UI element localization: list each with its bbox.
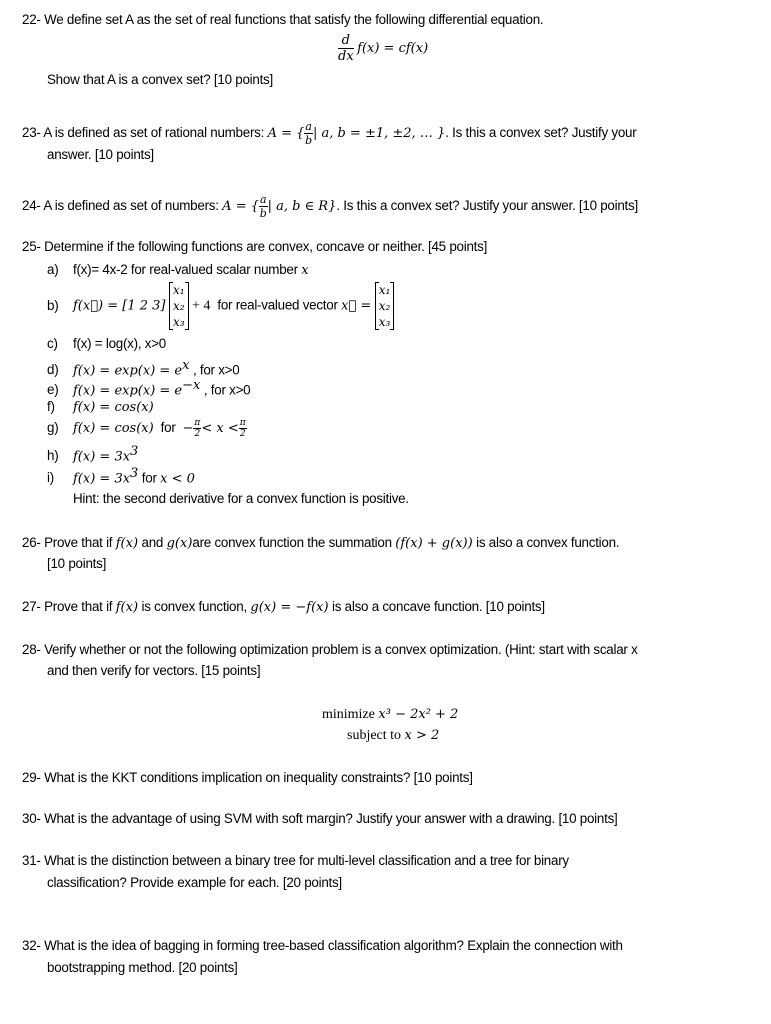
q25-item-f — [47, 399, 154, 416]
q27-text: 27- Prove that if — [22, 599, 116, 614]
item-text: , for x>0 — [200, 382, 251, 398]
item-label: i) — [47, 470, 54, 486]
q23-cond: | a, b = ±1, ±2, … } — [312, 126, 446, 142]
objective-expr: x³ − 2x² + 2 — [378, 707, 459, 722]
q22-line2: Show that A is a convex set? [10 points] — [47, 72, 273, 87]
exponent: 3 — [130, 444, 139, 459]
q26-text: are convex function the summation — [192, 535, 396, 550]
q22-equation — [338, 33, 428, 64]
column-vector — [169, 282, 189, 330]
q23-set: A = { — [267, 126, 305, 142]
g-of-x: g(x) — [166, 536, 193, 551]
q24-cond: | a, b ∈ R} — [267, 199, 337, 215]
q24-post: . Is this a convex set? Justify your answer. [10 points] — [336, 198, 638, 214]
pi: π — [194, 418, 201, 428]
question-28: 28- Verify whether or not the following optimization problem is a convex optimization. (Hint: start with scalar x — [22, 642, 638, 657]
question-32: 32- What is the idea of bagging in forming tree-based classification algorithm? Explain the connection with — [22, 938, 623, 953]
frac-num: a — [305, 120, 312, 133]
vec-x2: x₂ — [172, 299, 185, 313]
q25-item-a — [47, 262, 309, 279]
question-30: 30- What is the advantage of using SVM with soft margin? Justify your answer with a drawing. [10 points] — [22, 811, 618, 826]
q31-line2: classification? Provide example for each. [20 points] — [47, 875, 342, 890]
question-31: 31- What is the distinction between a binary tree for multi-level classification and a tree for binary — [22, 853, 569, 868]
exponent: 3 — [130, 466, 139, 481]
vec-x1: x₁ — [378, 283, 391, 297]
item-text: f(x) = log(x), x>0 — [73, 336, 166, 351]
frac-den: b — [305, 134, 313, 147]
inequality: < x < — [201, 421, 239, 437]
pi: π — [239, 418, 246, 428]
vec-x1: x₁ — [172, 283, 185, 297]
item-label: h) — [47, 448, 59, 464]
q25-item-g — [47, 418, 247, 439]
q26-text: 26- Prove that if — [22, 535, 116, 550]
q25-item-d — [47, 358, 239, 379]
item-label: g) — [47, 420, 59, 436]
q27-text: is also a concave function. [10 points] — [328, 599, 545, 614]
minus: − — [182, 421, 194, 437]
item-label: a) — [47, 262, 59, 277]
sum-expr: (f(x) + g(x)) — [395, 536, 473, 551]
item-label: f) — [47, 399, 55, 414]
q25-hint: Hint: the second derivative for a convex function is positive. — [73, 491, 409, 506]
eq-denominator: dx — [338, 49, 354, 64]
item-text: f(x)= 4x-2 for real-valued scalar number — [73, 262, 302, 277]
constraint-expr: x > 2 — [404, 728, 440, 743]
vec-symbol: x⃗ = — [341, 298, 372, 314]
item-math: f(x) = cos(x) — [73, 400, 154, 415]
q25-item-i — [47, 466, 195, 487]
exponent: −x — [182, 378, 201, 393]
item-math: f(x) = exp(x) = e — [73, 363, 183, 379]
q28-line2: and then verify for vectors. [15 points] — [47, 663, 261, 678]
minimize-word: minimize — [322, 707, 379, 722]
q25-item-b — [47, 282, 394, 330]
f-of-x: f(x) — [115, 536, 139, 551]
q26-text: is also a convex function. — [472, 535, 620, 550]
eq-rhs: f(x) = cf(x) — [357, 41, 429, 57]
objective — [322, 706, 458, 723]
q27-text: is convex function, — [138, 599, 251, 614]
frac-num: a — [260, 193, 267, 206]
item-label: b) — [47, 297, 59, 313]
question-24 — [22, 193, 638, 220]
item-math: f(x) = 3x — [73, 471, 131, 487]
subject-to-word: subject to — [347, 728, 405, 743]
column-vector — [375, 282, 395, 330]
item-label: c) — [47, 336, 58, 351]
item-math: f(x) = exp(x) = e — [73, 383, 183, 399]
q32-line2: bootstrapping method. [20 points] — [47, 960, 238, 975]
frac-den: b — [259, 207, 267, 220]
item-math: f(x) = 3x — [73, 449, 131, 465]
item-label: d) — [47, 362, 59, 378]
vec-x3: x₃ — [172, 315, 185, 329]
item-math: f(x⃗) = [1 2 3] — [73, 298, 166, 314]
q26-text: and — [138, 535, 167, 550]
for-word: for — [160, 420, 176, 436]
question-23 — [22, 120, 636, 147]
question-27 — [22, 599, 545, 616]
q23-post: . Is this a convex set? Justify your — [445, 125, 637, 141]
question-22: 22- We define set A as the set of real functions that satisfy the following differential equation. — [22, 12, 544, 27]
g-of-x: g(x) = −f(x) — [250, 600, 329, 615]
plus-four: + 4 — [192, 298, 211, 314]
item-var: x — [301, 263, 309, 278]
constraint — [347, 727, 439, 744]
q23-line2: answer. [10 points] — [47, 147, 154, 162]
two: 2 — [239, 429, 246, 439]
q24-set: A = { — [222, 199, 259, 215]
item-text: for real-valued vector — [217, 297, 342, 313]
item-text: , for x>0 — [189, 362, 240, 378]
q24-text: 24- A is defined as set of numbers: — [22, 198, 223, 214]
item-label: e) — [47, 382, 59, 398]
q23-text: 23- A is defined as set of rational numbers: — [22, 125, 268, 141]
vec-x3: x₃ — [378, 315, 391, 329]
question-29: 29- What is the KKT conditions implication on inequality constraints? [10 points] — [22, 770, 473, 785]
vec-x2: x₂ — [378, 299, 391, 313]
q25-item-c — [47, 336, 166, 352]
exponent: x — [182, 358, 190, 373]
question-25: 25- Determine if the following functions are convex, concave or neither. [45 points] — [22, 239, 488, 254]
two: 2 — [194, 429, 201, 439]
q25-item-e — [47, 378, 250, 399]
item-math: f(x) = cos(x) — [73, 421, 154, 437]
item-cond: x < 0 — [160, 471, 195, 487]
eq-numerator: d — [338, 33, 354, 49]
item-text: for — [138, 470, 161, 486]
q25-item-h — [47, 444, 138, 465]
q26-line2: [10 points] — [47, 556, 107, 571]
f-of-x: f(x) — [115, 600, 139, 615]
question-26 — [22, 535, 619, 552]
